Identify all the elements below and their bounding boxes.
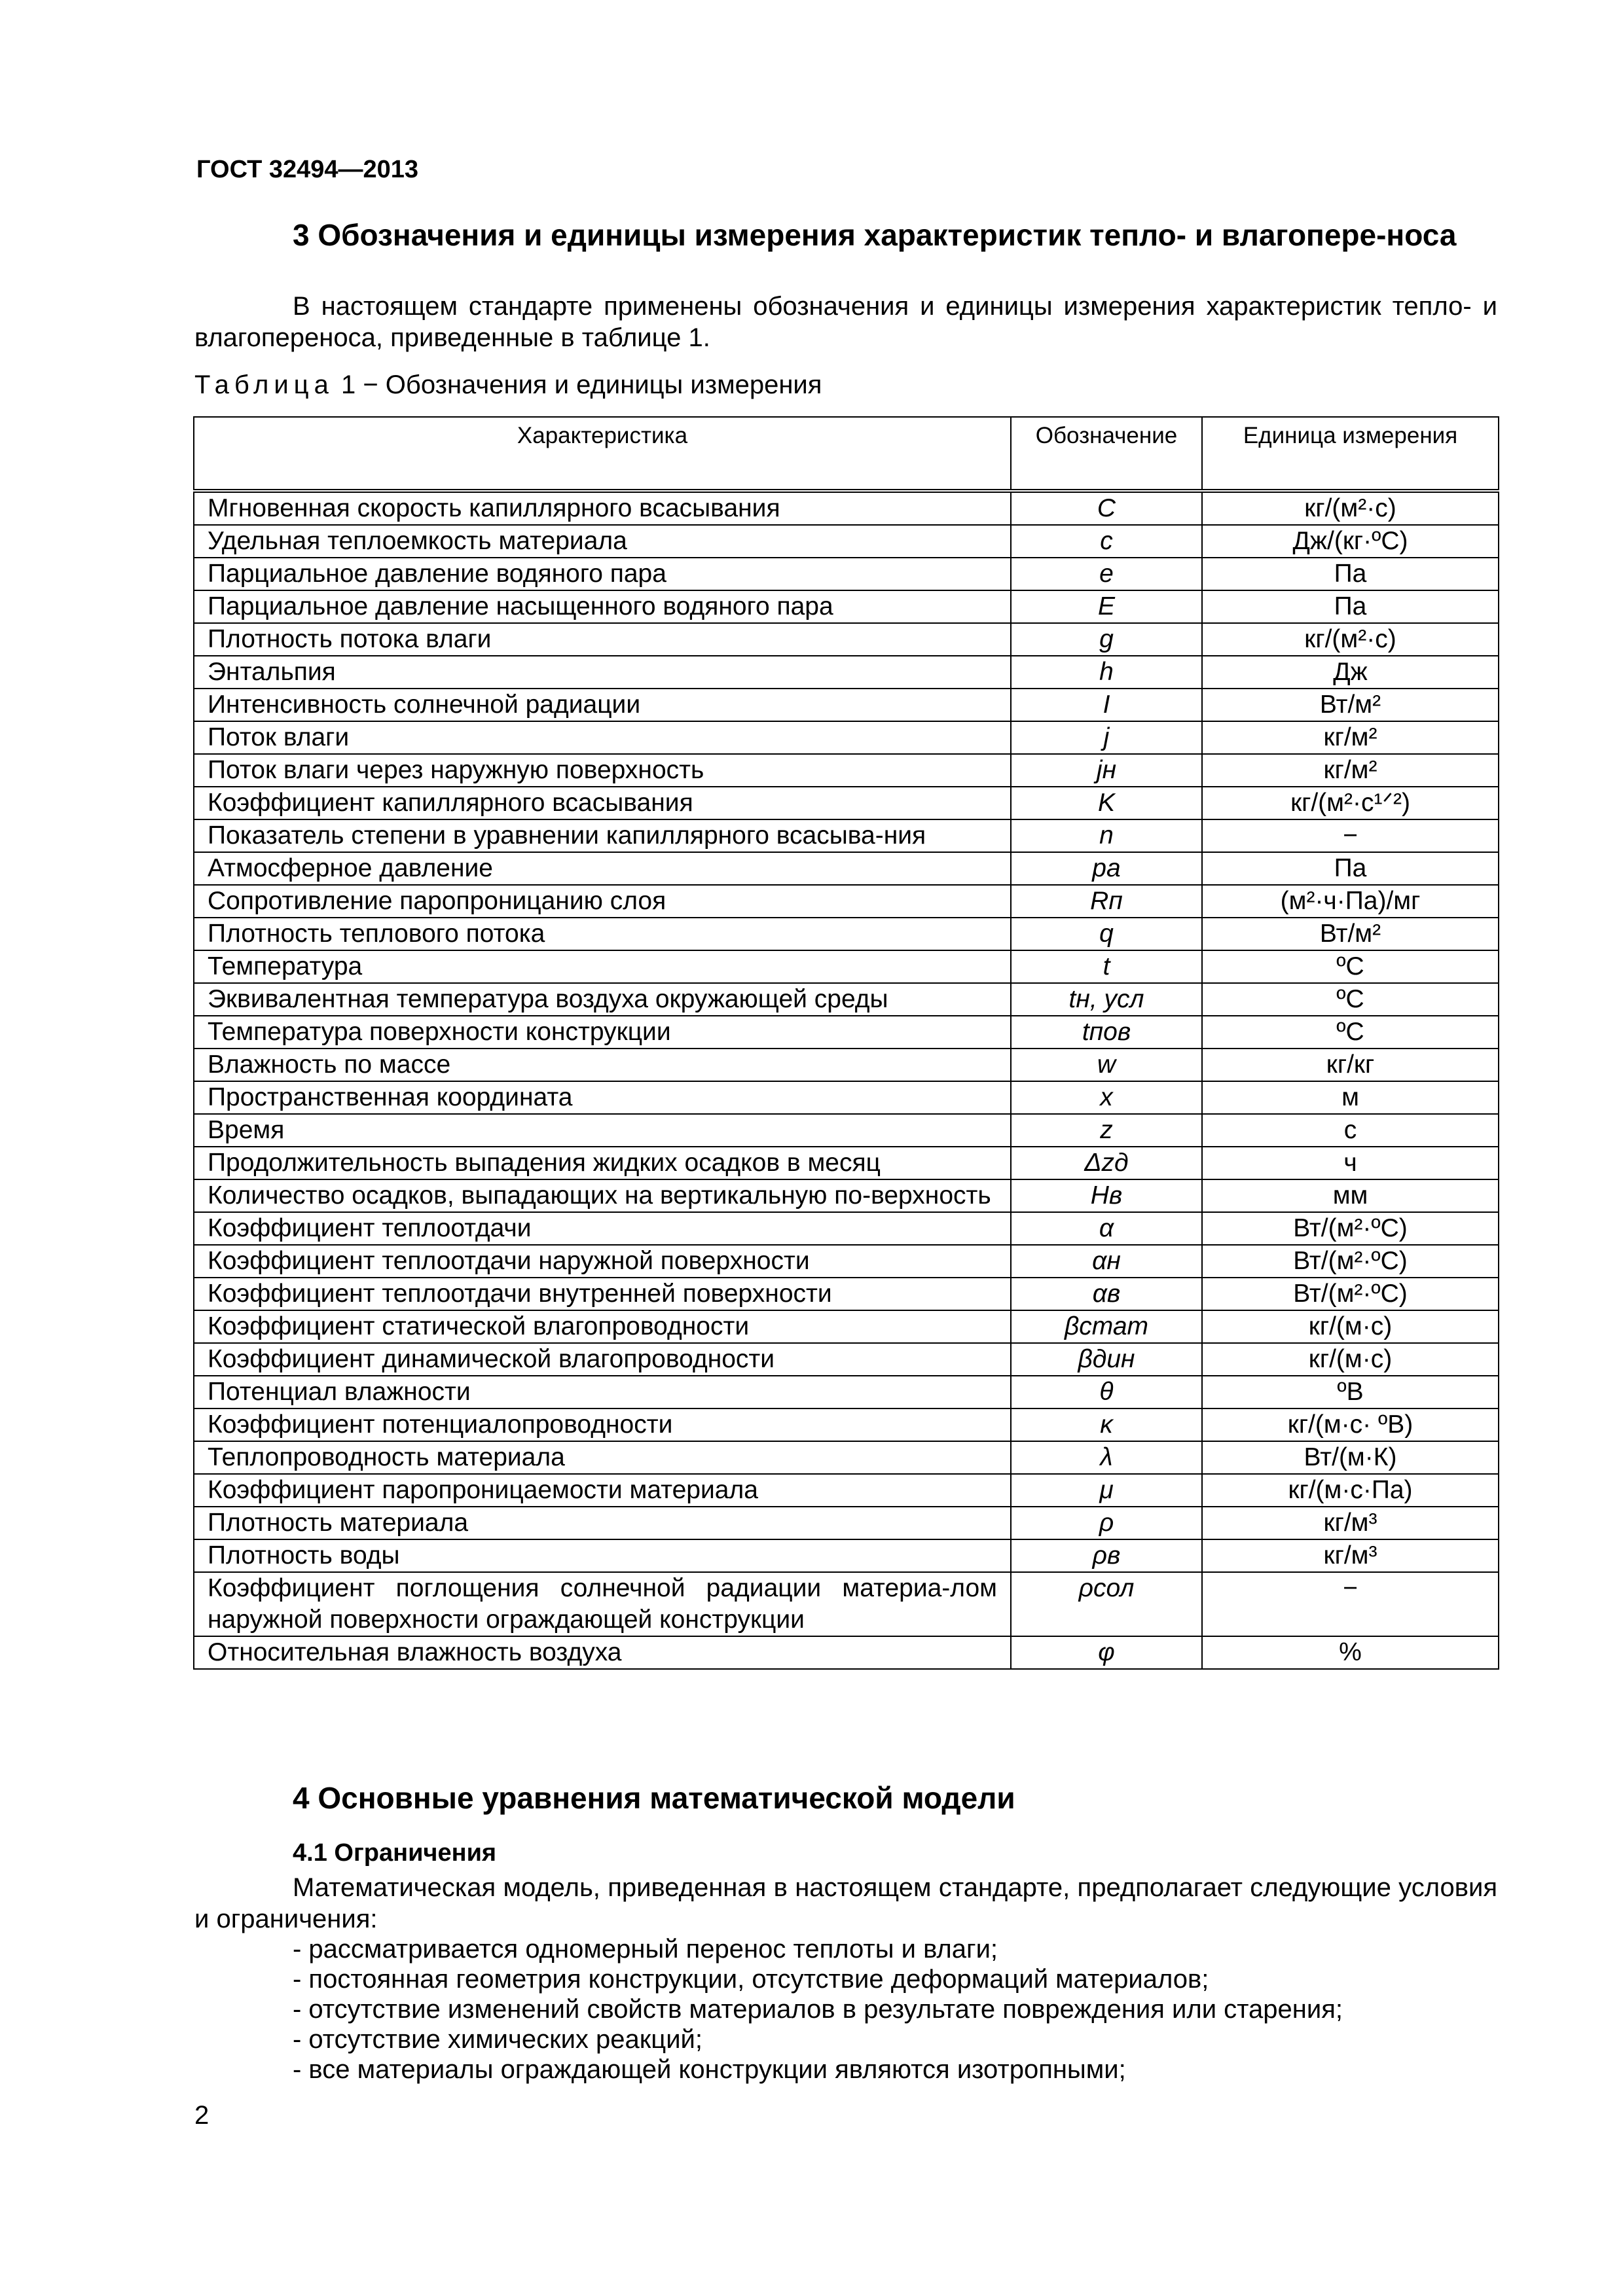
section-3-intro: В настоящем стандарте применены обозначения и единицы измерения характеристик тепло- и влагопереноса, приведенные в таблице 1.: [194, 292, 1497, 352]
characteristic-cell: Атмосферное давление: [194, 852, 1011, 885]
designation-cell: α: [1011, 1212, 1202, 1245]
characteristic-cell: Коэффициент теплоотдачи внутренней поверхности: [194, 1278, 1011, 1310]
table-caption-word: Таблица: [194, 370, 334, 399]
conditions-list: [293, 1934, 1497, 2085]
designation-cell: αн: [1011, 1245, 1202, 1278]
characteristic-cell: Удельная теплоемкость материала: [194, 525, 1011, 558]
table-row: [194, 525, 1499, 558]
table-row: [194, 1539, 1499, 1572]
unit-cell: Вт/(м²·ºС): [1202, 1278, 1499, 1310]
unit-cell: Дж/(кг·ºС): [1202, 525, 1499, 558]
section-4-1-title: 4.1 Ограничения: [293, 1839, 497, 1867]
unit-cell: Дж: [1202, 656, 1499, 689]
section-4-1-text: Математическая модель, приведенная в настоящем стандарте, предполагает следующие условия и ограничения:: [194, 1873, 1497, 1933]
characteristic-cell: Влажность по массе: [194, 1049, 1011, 1081]
designation-cell: j: [1011, 721, 1202, 754]
characteristic-cell: Потенциал влажности: [194, 1376, 1011, 1408]
designation-cell: I: [1011, 689, 1202, 721]
unit-cell: кг/м²: [1202, 754, 1499, 787]
table-row: [194, 623, 1499, 656]
unit-cell: кг/(м²·с): [1202, 623, 1499, 656]
table-row: [194, 819, 1499, 852]
characteristic-cell: Парциальное давление водяного пара: [194, 558, 1011, 590]
header-unit: Единица измерения: [1202, 417, 1499, 491]
table-row: [194, 1474, 1499, 1507]
designation-cell: tн, усл: [1011, 983, 1202, 1016]
designation-cell: ρсол: [1011, 1572, 1202, 1636]
designation-cell: Rп: [1011, 885, 1202, 918]
unit-cell: ºС: [1202, 983, 1499, 1016]
unit-cell: кг/(м²·с): [1202, 491, 1499, 525]
table-row: [194, 558, 1499, 590]
table-row: [194, 1310, 1499, 1343]
list-item: - отсутствие изменений свойств материалов в результате повреждения или старения;: [293, 1995, 1343, 2024]
designation-cell: h: [1011, 656, 1202, 689]
designation-cell: κ: [1011, 1408, 1202, 1441]
list-item: - отсутствие химических реакций;: [293, 2025, 702, 2054]
characteristic-cell: Поток влаги через наружную поверхность: [194, 754, 1011, 787]
unit-cell: Вт/м²: [1202, 689, 1499, 721]
designation-cell: βстат: [1011, 1310, 1202, 1343]
characteristic-cell: Коэффициент теплоотдачи наружной поверхности: [194, 1245, 1011, 1278]
table-row: [194, 1114, 1499, 1147]
unit-cell: кг/(м·с·Па): [1202, 1474, 1499, 1507]
characteristic-cell: Температура поверхности конструкции: [194, 1016, 1011, 1049]
designation-cell: E: [1011, 590, 1202, 623]
table-row: [194, 1507, 1499, 1539]
table-row: [194, 1081, 1499, 1114]
unit-cell: ч: [1202, 1147, 1499, 1179]
characteristic-cell: Коэффициент теплоотдачи: [194, 1212, 1011, 1245]
unit-cell: ºС: [1202, 950, 1499, 983]
table-row: [194, 491, 1499, 525]
designation-cell: C: [1011, 491, 1202, 525]
unit-cell: мм: [1202, 1179, 1499, 1212]
unit-cell: Па: [1202, 590, 1499, 623]
designation-cell: z: [1011, 1114, 1202, 1147]
unit-cell: Вт/м²: [1202, 918, 1499, 950]
unit-cell: %: [1202, 1636, 1499, 1669]
designation-cell: φ: [1011, 1636, 1202, 1669]
designation-cell: βдин: [1011, 1343, 1202, 1376]
table-row: [194, 1278, 1499, 1310]
unit-cell: кг/(м·с· ºВ): [1202, 1408, 1499, 1441]
table-row: [194, 983, 1499, 1016]
characteristic-cell: Парциальное давление насыщенного водяного пара: [194, 590, 1011, 623]
characteristic-cell: Коэффициент капиллярного всасывания: [194, 787, 1011, 819]
characteristic-cell: Плотность теплового потока: [194, 918, 1011, 950]
designation-cell: K: [1011, 787, 1202, 819]
unit-cell: с: [1202, 1114, 1499, 1147]
list-item: - постоянная геометрия конструкции, отсутствие деформаций материалов;: [293, 1965, 1209, 1994]
characteristic-cell: Температура: [194, 950, 1011, 983]
designation-cell: αв: [1011, 1278, 1202, 1310]
unit-cell: Вт/(м²·ºС): [1202, 1245, 1499, 1278]
characteristic-cell: Продолжительность выпадения жидких осадков в месяц: [194, 1147, 1011, 1179]
designation-cell: λ: [1011, 1441, 1202, 1474]
table-row: [194, 656, 1499, 689]
table-row: [194, 787, 1499, 819]
characteristic-cell: Пространственная координата: [194, 1081, 1011, 1114]
unit-cell: Вт/(м·К): [1202, 1441, 1499, 1474]
characteristic-cell: Сопротивление паропроницанию слоя: [194, 885, 1011, 918]
table-row: [194, 1408, 1499, 1441]
characteristic-cell: Плотность воды: [194, 1539, 1011, 1572]
characteristic-cell: Плотность потока влаги: [194, 623, 1011, 656]
table-row: [194, 1376, 1499, 1408]
unit-cell: кг/м³: [1202, 1539, 1499, 1572]
list-item: - рассматривается одномерный перенос теплоты и влаги;: [293, 1935, 998, 1964]
table-caption: [194, 370, 822, 400]
characteristic-cell: Время: [194, 1114, 1011, 1147]
page-number: 2: [194, 2101, 210, 2130]
table-row: [194, 1147, 1499, 1179]
characteristic-cell: Интенсивность солнечной радиации: [194, 689, 1011, 721]
characteristic-cell: Коэффициент динамической влагопроводности: [194, 1343, 1011, 1376]
table-row: [194, 950, 1499, 983]
designation-cell: pа: [1011, 852, 1202, 885]
characteristic-cell: Коэффициент поглощения солнечной радиации материа-лом наружной поверхности ограждающей конструкции: [194, 1572, 1011, 1636]
unit-cell: м: [1202, 1081, 1499, 1114]
unit-cell: ºВ: [1202, 1376, 1499, 1408]
designation-cell: c: [1011, 525, 1202, 558]
characteristic-cell: Коэффициент потенциалопроводности: [194, 1408, 1011, 1441]
table-row: [194, 885, 1499, 918]
unit-cell: −: [1202, 819, 1499, 852]
unit-cell: кг/м²: [1202, 721, 1499, 754]
unit-cell: ºС: [1202, 1016, 1499, 1049]
designation-cell: Hв: [1011, 1179, 1202, 1212]
unit-cell: (м²·ч·Па)/мг: [1202, 885, 1499, 918]
characteristic-cell: Относительная влажность воздуха: [194, 1636, 1011, 1669]
designation-cell: n: [1011, 819, 1202, 852]
table-row: [194, 1441, 1499, 1474]
characteristic-cell: Мгновенная скорость капиллярного всасывания: [194, 491, 1011, 525]
designation-cell: tпов: [1011, 1016, 1202, 1049]
designation-cell: t: [1011, 950, 1202, 983]
designation-cell: Δzд: [1011, 1147, 1202, 1179]
table-body: [194, 491, 1499, 1669]
unit-cell: кг/кг: [1202, 1049, 1499, 1081]
designation-cell: μ: [1011, 1474, 1202, 1507]
unit-cell: Па: [1202, 558, 1499, 590]
header-characteristic: Характеристика: [194, 417, 1011, 491]
characteristic-cell: Теплопроводность материала: [194, 1441, 1011, 1474]
table-row: [194, 1572, 1499, 1636]
designation-cell: θ: [1011, 1376, 1202, 1408]
unit-cell: −: [1202, 1572, 1499, 1636]
designations-table: [193, 416, 1499, 1670]
designation-cell: e: [1011, 558, 1202, 590]
unit-cell: Па: [1202, 852, 1499, 885]
characteristic-cell: Коэффициент паропроницаемости материала: [194, 1474, 1011, 1507]
table-row: [194, 721, 1499, 754]
table-row: [194, 1016, 1499, 1049]
designation-cell: x: [1011, 1081, 1202, 1114]
designation-cell: jн: [1011, 754, 1202, 787]
characteristic-cell: Плотность материала: [194, 1507, 1011, 1539]
table-row: [194, 852, 1499, 885]
header-designation: Обозначение: [1011, 417, 1202, 491]
designation-cell: ρ: [1011, 1507, 1202, 1539]
table-header-row: [194, 417, 1499, 491]
table-row: [194, 1049, 1499, 1081]
designation-cell: w: [1011, 1049, 1202, 1081]
table-row: [194, 1179, 1499, 1212]
unit-cell: кг/(м·с): [1202, 1343, 1499, 1376]
characteristic-cell: Показатель степени в уравнении капиллярного всасыва-ния: [194, 819, 1011, 852]
standard-header: ГОСТ 32494—2013: [196, 156, 419, 183]
table-row: [194, 689, 1499, 721]
unit-cell: кг/(м·с): [1202, 1310, 1499, 1343]
table-row: [194, 1636, 1499, 1669]
characteristic-cell: Коэффициент статической влагопроводности: [194, 1310, 1011, 1343]
table-row: [194, 1245, 1499, 1278]
characteristic-cell: Количество осадков, выпадающих на вертикальную по-верхность: [194, 1179, 1011, 1212]
table-row: [194, 1343, 1499, 1376]
unit-cell: кг/(м²·с¹ᐟ²): [1202, 787, 1499, 819]
designation-cell: q: [1011, 918, 1202, 950]
unit-cell: кг/м³: [1202, 1507, 1499, 1539]
unit-cell: Вт/(м²·ºС): [1202, 1212, 1499, 1245]
table-row: [194, 918, 1499, 950]
designation-cell: ρв: [1011, 1539, 1202, 1572]
characteristic-cell: Энтальпия: [194, 656, 1011, 689]
table-row: [194, 590, 1499, 623]
section-3-title: 3 Обозначения и единицы измерения характеристик тепло- и влагопере-носа: [293, 218, 1457, 252]
table-caption-text: 1 − Обозначения и единицы измерения: [333, 370, 822, 399]
list-item: - все материалы ограждающей конструкции являются изотропными;: [293, 2055, 1126, 2084]
section-4-title: 4 Основные уравнения математической модели: [293, 1781, 1015, 1815]
table-row: [194, 1212, 1499, 1245]
designation-cell: g: [1011, 623, 1202, 656]
characteristic-cell: Эквивалентная температура воздуха окружающей среды: [194, 983, 1011, 1016]
characteristic-cell: Поток влаги: [194, 721, 1011, 754]
table-row: [194, 754, 1499, 787]
